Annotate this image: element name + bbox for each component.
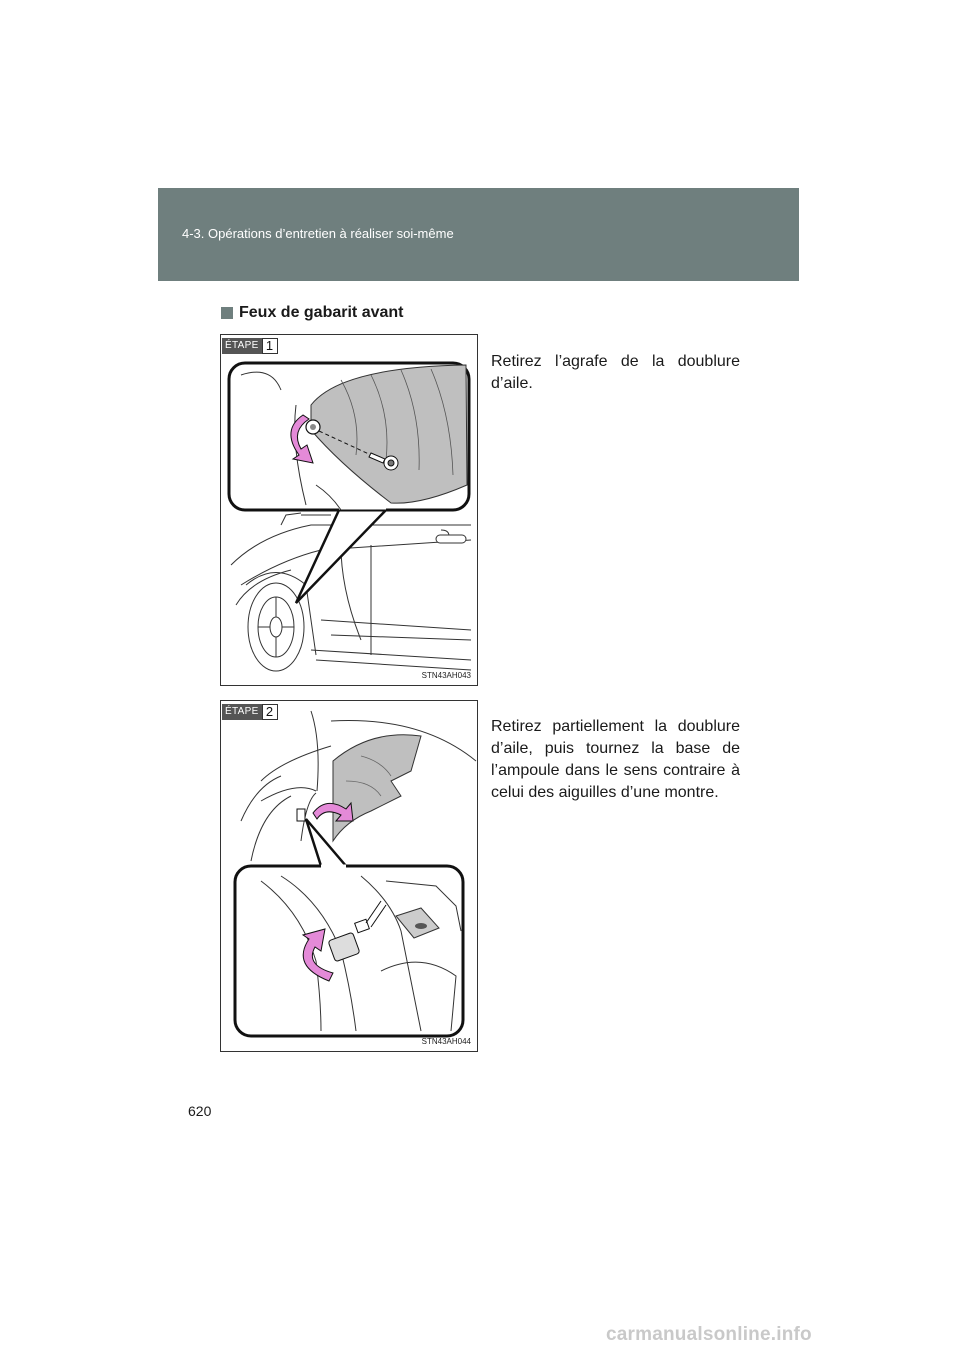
section-title: 4-3. Opérations d’entretien à réaliser soi-même <box>182 226 454 241</box>
watermark: carmanualsonline.info <box>606 1324 812 1345</box>
square-bullet-icon <box>221 307 233 319</box>
step-2-illustration <box>220 700 478 1052</box>
step-1-figure-code: STN43AH043 <box>421 671 471 680</box>
step-2-badge <box>222 704 278 720</box>
bulb-base-rotation-drawing <box>221 701 477 1051</box>
fender-clip-removal-drawing <box>221 335 477 685</box>
step-1-badge <box>222 338 278 354</box>
section-heading <box>221 304 404 322</box>
page-number: 620 <box>188 1103 212 1119</box>
step-1-badge-word: ÉTAPE <box>222 338 262 354</box>
section-heading-text: Feux de gabarit avant <box>239 304 404 321</box>
step-2-badge-word: ÉTAPE <box>222 704 262 720</box>
step-2-badge-number: 2 <box>262 704 278 720</box>
step-1-illustration <box>220 334 478 686</box>
step-2-instruction: Retirez partiellement la doublure d’aile, puis tournez la base de l’ampoule dans le sens contraire à celui des aiguilles d’une montre. <box>491 718 740 801</box>
header-band <box>158 188 799 281</box>
step-2-figure-code: STN43AH044 <box>421 1037 471 1046</box>
step-1-badge-number: 1 <box>262 338 278 354</box>
step-1-instruction: Retirez l’agrafe de la doublure d’aile. <box>491 353 740 392</box>
